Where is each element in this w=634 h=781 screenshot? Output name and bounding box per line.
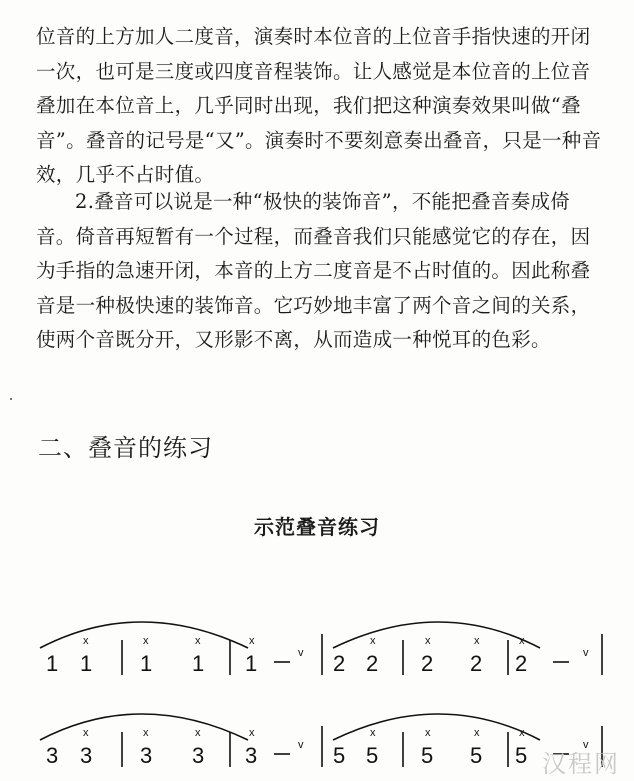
note: 1 — [192, 651, 205, 676]
scan-dot — [10, 398, 12, 400]
ornament-mark: x — [474, 635, 480, 647]
ornament-mark: x — [195, 727, 201, 739]
ornament-mark: x — [143, 727, 149, 739]
ornament-mark: x — [249, 727, 255, 739]
note: 5 — [333, 743, 346, 768]
note: 2 — [515, 651, 528, 676]
breath-mark: v — [298, 647, 304, 659]
note: 2 — [366, 651, 379, 676]
note: 3 — [192, 743, 205, 768]
note: 5 — [470, 743, 483, 768]
note: 1 — [140, 651, 153, 676]
note: 3 — [80, 743, 93, 768]
ornament-mark: x — [425, 727, 431, 739]
ornament-mark: x — [425, 635, 431, 647]
ornament-mark: x — [519, 727, 525, 739]
note: 5 — [421, 743, 434, 768]
score-line-2 — [40, 714, 602, 768]
section-heading: 二、叠音的练习 — [38, 434, 213, 462]
ornament-mark: x — [519, 635, 525, 647]
ornament-mark: x — [249, 635, 255, 647]
slur — [333, 714, 540, 740]
paragraph-1: 位音的上方加人二度音，演奏时本位音的上位音手指快速的开闭一次，也可是三度或四度音程装饰。让人感觉是本位音的上位音叠加在本位音上，几乎同时出现，我们把这种演奏效果叫做“叠音”。叠音的记号是“又”。演奏时不要刻意奏出叠音，只是一种音效，几乎不占时值。 — [36, 25, 602, 186]
watermark: 汉程网 — [542, 750, 620, 778]
ornament-mark: x — [195, 635, 201, 647]
note: 5 — [515, 743, 528, 768]
paragraph-2: 2.叠音可以说是一种“极快的装饰音”，不能把叠音奏成倚音。倚音再短暂有一个过程，而叠音我们只能感觉它的存在，因为手指的急速开闭，本音的上方二度音是不占时值的。因此称叠音是一种极快速的装饰音。它巧妙地丰富了两个音之间的关系，使两个音既分开，又形影不离，从而造成一种悦耳的色彩。 — [36, 190, 591, 351]
note: 5 — [366, 743, 379, 768]
breath-mark: v — [583, 739, 589, 751]
slur — [333, 622, 540, 648]
note: 1 — [245, 651, 258, 676]
note: 1 — [80, 651, 93, 676]
note: 3 — [245, 743, 258, 768]
ornament-mark: x — [83, 727, 89, 739]
ornament-mark: x — [370, 635, 376, 647]
jianpu-score — [0, 600, 634, 781]
note: 2 — [470, 651, 483, 676]
score-line-1 — [40, 622, 602, 676]
note: 3 — [140, 743, 153, 768]
demo-title: 示范叠音练习 — [254, 515, 380, 539]
note: 1 — [46, 651, 59, 676]
note: 2 — [333, 651, 346, 676]
breath-mark: v — [583, 647, 589, 659]
ornament-mark: x — [370, 727, 376, 739]
ornament-mark: x — [474, 727, 480, 739]
breath-mark: v — [298, 739, 304, 751]
note: 3 — [46, 743, 59, 768]
note: 2 — [421, 651, 434, 676]
ornament-mark: x — [143, 635, 149, 647]
ornament-mark: x — [83, 635, 89, 647]
